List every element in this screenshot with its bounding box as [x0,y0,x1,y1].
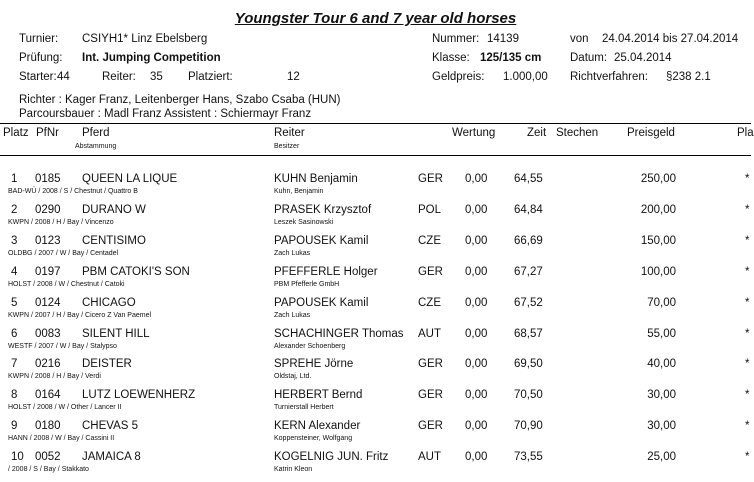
preisgeld-cell: 200,00 [640,203,676,216]
nation-cell: GER [418,173,443,185]
col-preisgeld: Preisgeld [627,127,675,139]
pruefung-value: Int. Jumping Competition [82,52,221,64]
pla-cell: * [745,327,750,340]
pla-cell: * [745,358,750,371]
zeit-cell: 73,55 [514,451,543,464]
preisgeld-cell: 250,00 [640,173,676,185]
nation-cell: GER [418,265,443,278]
pfnr-cell: 0197 [35,265,61,278]
col-pferd: Pferd [82,127,110,139]
col-zeit: Zeit [527,127,547,139]
wertung-cell: 0,00 [465,203,488,216]
abstammung-cell: WESTF / 2007 / W / Bay / Stalypso [8,342,117,350]
pferd-cell: DEISTER [82,358,132,371]
pfnr-cell: 0180 [35,420,61,433]
preisgeld-cell: 30,00 [647,389,676,402]
platziert-label: Platziert: [188,71,233,83]
table-row [0,420,751,451]
nation-cell: AUT [418,451,441,464]
abstammung-cell: KWPN / 2008 / H / Bay / Vincenzo [8,218,114,226]
klasse-value: 125/135 cm [480,52,542,64]
zeit-cell: 67,27 [514,265,543,278]
wertung-cell: 0,00 [465,327,488,340]
pla-cell: * [745,420,750,433]
datum-value: 25.04.2014 [614,52,672,64]
platz-cell: 2 [11,203,18,216]
platz-cell: 1 [11,173,18,185]
reiter-cell: KOGELNIG JUN. Fritz [274,451,389,464]
richtverfahren-value: §238 2.1 [666,71,711,83]
pferd-cell: SILENT HILL [82,327,150,340]
zeit-cell: 68,57 [514,327,543,340]
preisgeld-cell: 40,00 [647,358,676,371]
zeit-cell: 70,50 [514,389,543,402]
wertung-cell: 0,00 [465,451,488,464]
document-title: Youngster Tour 6 and 7 year old horses [234,10,517,27]
turnier-value: CSIYH1* Linz Ebelsberg [82,33,208,45]
nation-cell: CZE [418,234,441,247]
preisgeld-cell: 100,00 [640,265,676,278]
richtverfahren-label: Richtverfahren: [570,71,648,83]
table-row [0,266,751,297]
preisgeld-cell: 30,00 [647,420,676,433]
col-pla: Pla [737,127,754,139]
pferd-cell: CHEVAS 5 [82,420,139,433]
col-besitzer: Besitzer [274,143,300,150]
pfnr-cell: 0185 [35,173,61,185]
pfnr-cell: 0052 [35,451,61,464]
platziert-value: 12 [287,71,300,83]
reiter-cell: KERN Alexander [274,420,361,433]
nation-cell: GER [418,420,443,433]
abstammung-cell: HOLST / 2008 / W / Other / Lancer II [8,404,122,412]
wertung-cell: 0,00 [465,389,488,402]
wertung-cell: 0,00 [465,234,488,247]
zeit-cell: 64,55 [514,173,543,185]
pfnr-cell: 0083 [35,327,61,340]
geldpreis-value: 1.000,00 [503,71,548,83]
wertung-cell: 0,00 [465,173,488,185]
table-row [0,204,751,235]
wertung-cell: 0,00 [465,296,488,309]
col-abstammung: Abstammung [75,143,117,150]
besitzer-cell: Katrin Kleon [274,466,313,474]
table-row [0,235,751,266]
pferd-cell: PBM CATOKI'S SON [82,265,190,278]
platz-cell: 4 [11,265,18,278]
header-top-rule [0,123,751,124]
table-row [0,451,751,482]
platz-cell: 3 [11,234,18,247]
pfnr-cell: 0290 [35,203,61,216]
reiter-count-value: 35 [150,71,163,83]
zeit-cell: 64,84 [514,203,543,216]
richter-line: Richter : Kager Franz, Leitenberger Hans, Szabo Csaba (HUN) [19,94,341,106]
abstammung-cell: KWPN / 2008 / H / Bay / Verdi [8,373,101,381]
nation-cell: CZE [418,296,441,309]
nation-cell: GER [418,389,443,402]
platz-cell: 9 [11,420,18,433]
abstammung-cell: / 2008 / S / Bay / Stakkato [8,466,89,474]
col-platz: Platz [3,127,29,139]
reiter-cell: SPREHE Jörne [274,358,354,371]
preisgeld-cell: 150,00 [640,234,676,247]
von-label: von [570,33,589,45]
turnier-label: Turnier: [19,33,59,45]
nummer-label: Nummer: [432,33,480,45]
pferd-cell: DURANO W [82,203,146,216]
besitzer-cell: Koppensteiner, Wolfgang [274,435,353,443]
starter-value: 44 [57,71,70,83]
pferd-cell: QUEEN LA LIQUE [82,173,178,185]
pla-cell: * [745,203,750,216]
pferd-cell: JAMAICA 8 [82,451,141,464]
wertung-cell: 0,00 [465,265,488,278]
besitzer-cell: Leszek Sasinowski [274,218,334,226]
pla-cell: * [745,451,750,464]
nummer-value: 14139 [487,33,519,45]
abstammung-cell: BAD-WÜ / 2008 / S / Chestnut / Quattro B [8,188,138,195]
starter-label: Starter: [19,71,57,83]
zeit-cell: 69,50 [514,358,543,371]
pferd-cell: CHICAGO [82,296,136,309]
nation-cell: AUT [418,327,441,340]
nation-cell: GER [418,358,443,371]
besitzer-cell: Alexander Schoenberg [274,342,346,350]
col-wertung: Wertung [452,127,496,139]
besitzer-cell: Zach Lukas [274,249,311,257]
preisgeld-cell: 70,00 [647,296,676,309]
pfnr-cell: 0216 [35,358,61,371]
pfnr-cell: 0164 [35,389,61,402]
platz-cell: 8 [11,389,18,402]
wertung-cell: 0,00 [465,358,488,371]
pla-cell: * [745,234,750,247]
col-reiter: Reiter [274,127,305,139]
table-row [0,389,751,420]
von-value: 24.04.2014 bis 27.04.2014 [602,33,739,45]
reiter-cell: PFEFFERLE Holger [274,265,378,278]
reiter-cell: PRASEK Krzysztof [274,203,372,216]
klasse-label: Klasse: [432,52,470,64]
pferd-cell: CENTISIMO [82,234,146,247]
reiter-cell: KUHN Benjamin [274,173,358,185]
platz-cell: 7 [11,358,18,371]
abstammung-cell: HOLST / 2008 / W / Chestnut / Catoki [8,280,125,288]
pla-cell: * [745,296,750,309]
besitzer-cell: Kuhn, Benjamin [274,188,324,195]
parcoursbauer-line: Parcoursbauer : Madl Franz Assistent : Schiermayr Franz [19,108,312,120]
abstammung-cell: KWPN / 2007 / H / Bay / Cicero Z Van Paemel [8,311,152,319]
platz-cell: 10 [11,451,24,464]
table-row [0,173,751,204]
reiter-cell: HERBERT Bernd [274,389,363,402]
wertung-cell: 0,00 [465,420,488,433]
besitzer-cell: Oldstaj, Ltd. [274,373,312,381]
zeit-cell: 70,90 [514,420,543,433]
zeit-cell: 66,69 [514,234,543,247]
platz-cell: 5 [11,296,18,309]
besitzer-cell: Turnierstall Herbert [274,404,334,412]
platz-cell: 6 [11,327,18,340]
geldpreis-label: Geldpreis: [432,71,485,83]
pfnr-cell: 0123 [35,234,61,247]
abstammung-cell: HANN / 2008 / W / Bay / Cassini II [8,435,115,443]
col-pfnr: PfNr [36,127,59,139]
header-bottom-rule [0,155,751,156]
zeit-cell: 67,52 [514,296,543,309]
abstammung-cell: OLDBG / 2007 / W / Bay / Centadel [8,249,119,257]
datum-label: Datum: [570,52,608,64]
reiter-count-label: Reiter: [102,71,136,83]
reiter-cell: PAPOUSEK Kamil [274,234,369,247]
pla-cell: * [745,173,750,185]
pruefung-label: Prüfung: [19,52,63,64]
table-row [0,297,751,328]
preisgeld-cell: 25,00 [647,451,676,464]
table-row [0,358,751,389]
pferd-cell: LUTZ LOEWENHERZ [82,389,196,402]
nation-cell: POL [418,203,442,216]
pla-cell: * [745,389,750,402]
col-stechen: Stechen [556,127,599,139]
pfnr-cell: 0124 [35,296,61,309]
besitzer-cell: PBM Pfefferle GmbH [274,280,340,288]
table-row [0,328,751,359]
pla-cell: * [745,265,750,278]
preisgeld-cell: 55,00 [647,327,676,340]
reiter-cell: SCHACHINGER Thomas [274,327,404,340]
besitzer-cell: Zach Lukas [274,311,311,319]
reiter-cell: PAPOUSEK Kamil [274,296,369,309]
